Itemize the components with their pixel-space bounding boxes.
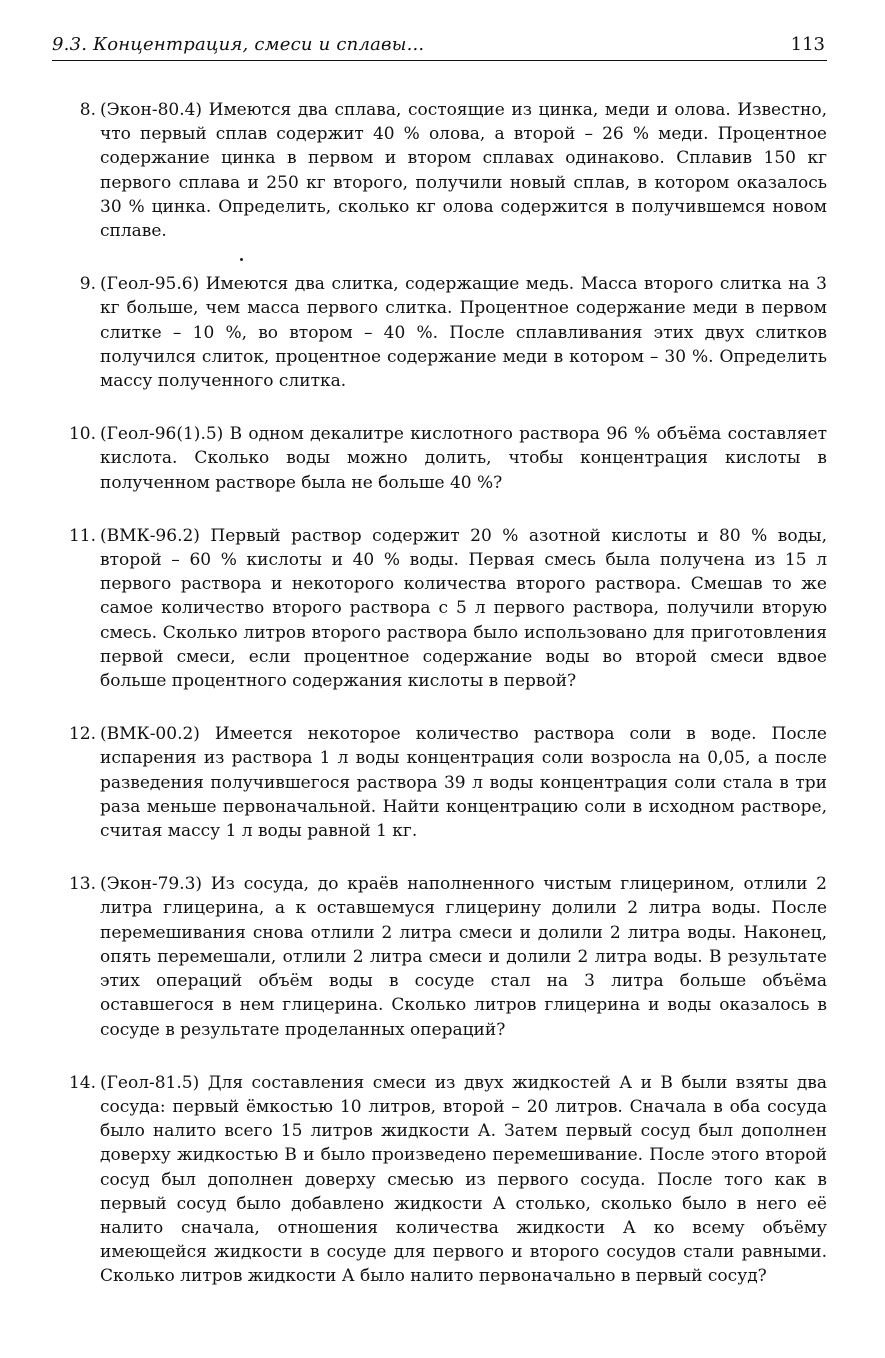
problem-text: (ВМК-96.2) Первый раствор содержит 20 % азотной кислоты и 80 % воды, второй – 60 % кислоты и 40 % воды. Первая смесь была получена из 15 л первого раствора и некоторого количества второго раствора. Смешав то же самое количество второго раствора с 5 л первого раствора, получили вторую смесь. Сколько литров второго раствора было использовано для приготовления первой смеси, если процентное содержание воды во второй смеси вдвое больше процентного содержания кислоты в первой?: [100, 525, 827, 692]
problem-text: (Экон-79.3) Из сосуда, до краёв наполненного чистым глицерином, отлили 2 литра глицерина, а к оставшемуся глицерину долили 2 литра воды. После перемешивания снова отлили 2 литра смеси и долили 2 литра воды. Наконец, опять перемешали, отлили 2 литра смеси и долили 2 литра воды. В результате этих операций объём воды в сосуде стал на 3 литра больше объёма оставшегося в нем глицерина. Сколько литров глицерина и воды оказалось в сосуде в результате проделанных операций?: [100, 874, 827, 1040]
problem-number: 8.: [79, 100, 96, 120]
problem-number: 9.: [79, 274, 96, 295]
problem-text: (Геол-81.5) Для составления смеси из двух жидкостей А и В были взяты два сосуда: первый ёмкостью 10 литров, второй – 20 литров. Сначала в оба сосуда было налито всего 15 литров жидкости А. Затем первый сосуд был дополнен доверху жидкостью В и было произведено перемешивание. После этого второй сосуд был дополнен доверху смесью из первого сосуда. После того как в первый сосуд было добавлено жидкости А столько, сколько было в него её налито сначала, отношения количества жидкости А ко всему объёму имеющейся жидкости в сосуде для первого и второго сосудов стали равными. Сколько литров жидкости А было налито первоначально в первый сосуд?: [100, 1072, 827, 1287]
problem-item: [60, 422, 827, 495]
problem-list: [60, 98, 827, 1318]
problem-text: (Геол-96(1).5) В одном декалитре кислотного раствора 96 % объёма составляет кислота. Сколько воды можно долить, чтобы концентрация кислоты в полученном растворе была не больше 40 %?: [100, 424, 827, 493]
problem-item: [60, 1071, 827, 1289]
problem-text: (Геол-95.6) Имеются два слитка, содержащие медь. Масса второго слитка на 3 кг больше, чем масса первого слитка. Процентное содержание меди в первом слитке – 10 %, во втором – 40 %. После сплавливания этих двух слитков получился слиток, процентное содержание меди в котором – 30 %. Определить массу полученного слитка.: [100, 274, 827, 392]
problem-item: [60, 98, 827, 243]
problem-item: [60, 722, 827, 843]
problem-number: 13.: [68, 874, 96, 895]
problem-item: [60, 272, 827, 393]
problem-number: 12.: [68, 724, 96, 745]
problem-number: 11.: [68, 525, 96, 546]
running-head: 9.3. Концентрация, смеси и сплавы...: [52, 34, 425, 55]
page-number: 113: [790, 34, 825, 55]
page-header: [52, 34, 827, 61]
problem-number: 10.: [68, 424, 96, 445]
problem-item: [60, 524, 827, 693]
problem-number: 14.: [68, 1072, 96, 1093]
problem-item: [60, 872, 827, 1041]
problem-text: (ВМК-00.2) Имеется некоторое количество раствора соли в воде. После испарения из раствора 1 л воды концентрация соли возросла на 0,05, а после разведения получившегося раствора 39 л воды концентрация соли стала в три раза меньше первоначальной. Найти концентрацию соли в исходном растворе, считая массу 1 л воды равной 1 кг.: [100, 724, 827, 842]
problem-text: (Экон-80.4) Имеются два сплава, состоящие из цинка, меди и олова. Известно, что первый сплав содержит 40 % олова, а второй – 26 % меди. Процентное содержание цинка в первом и втором сплавах одинаково. Сплавив 150 кг первого сплава и 250 кг второго, получили новый сплав, в котором оказалось 30 % цинка. Определить, сколько кг олова содержится в получившемся новом сплаве.: [100, 100, 827, 242]
